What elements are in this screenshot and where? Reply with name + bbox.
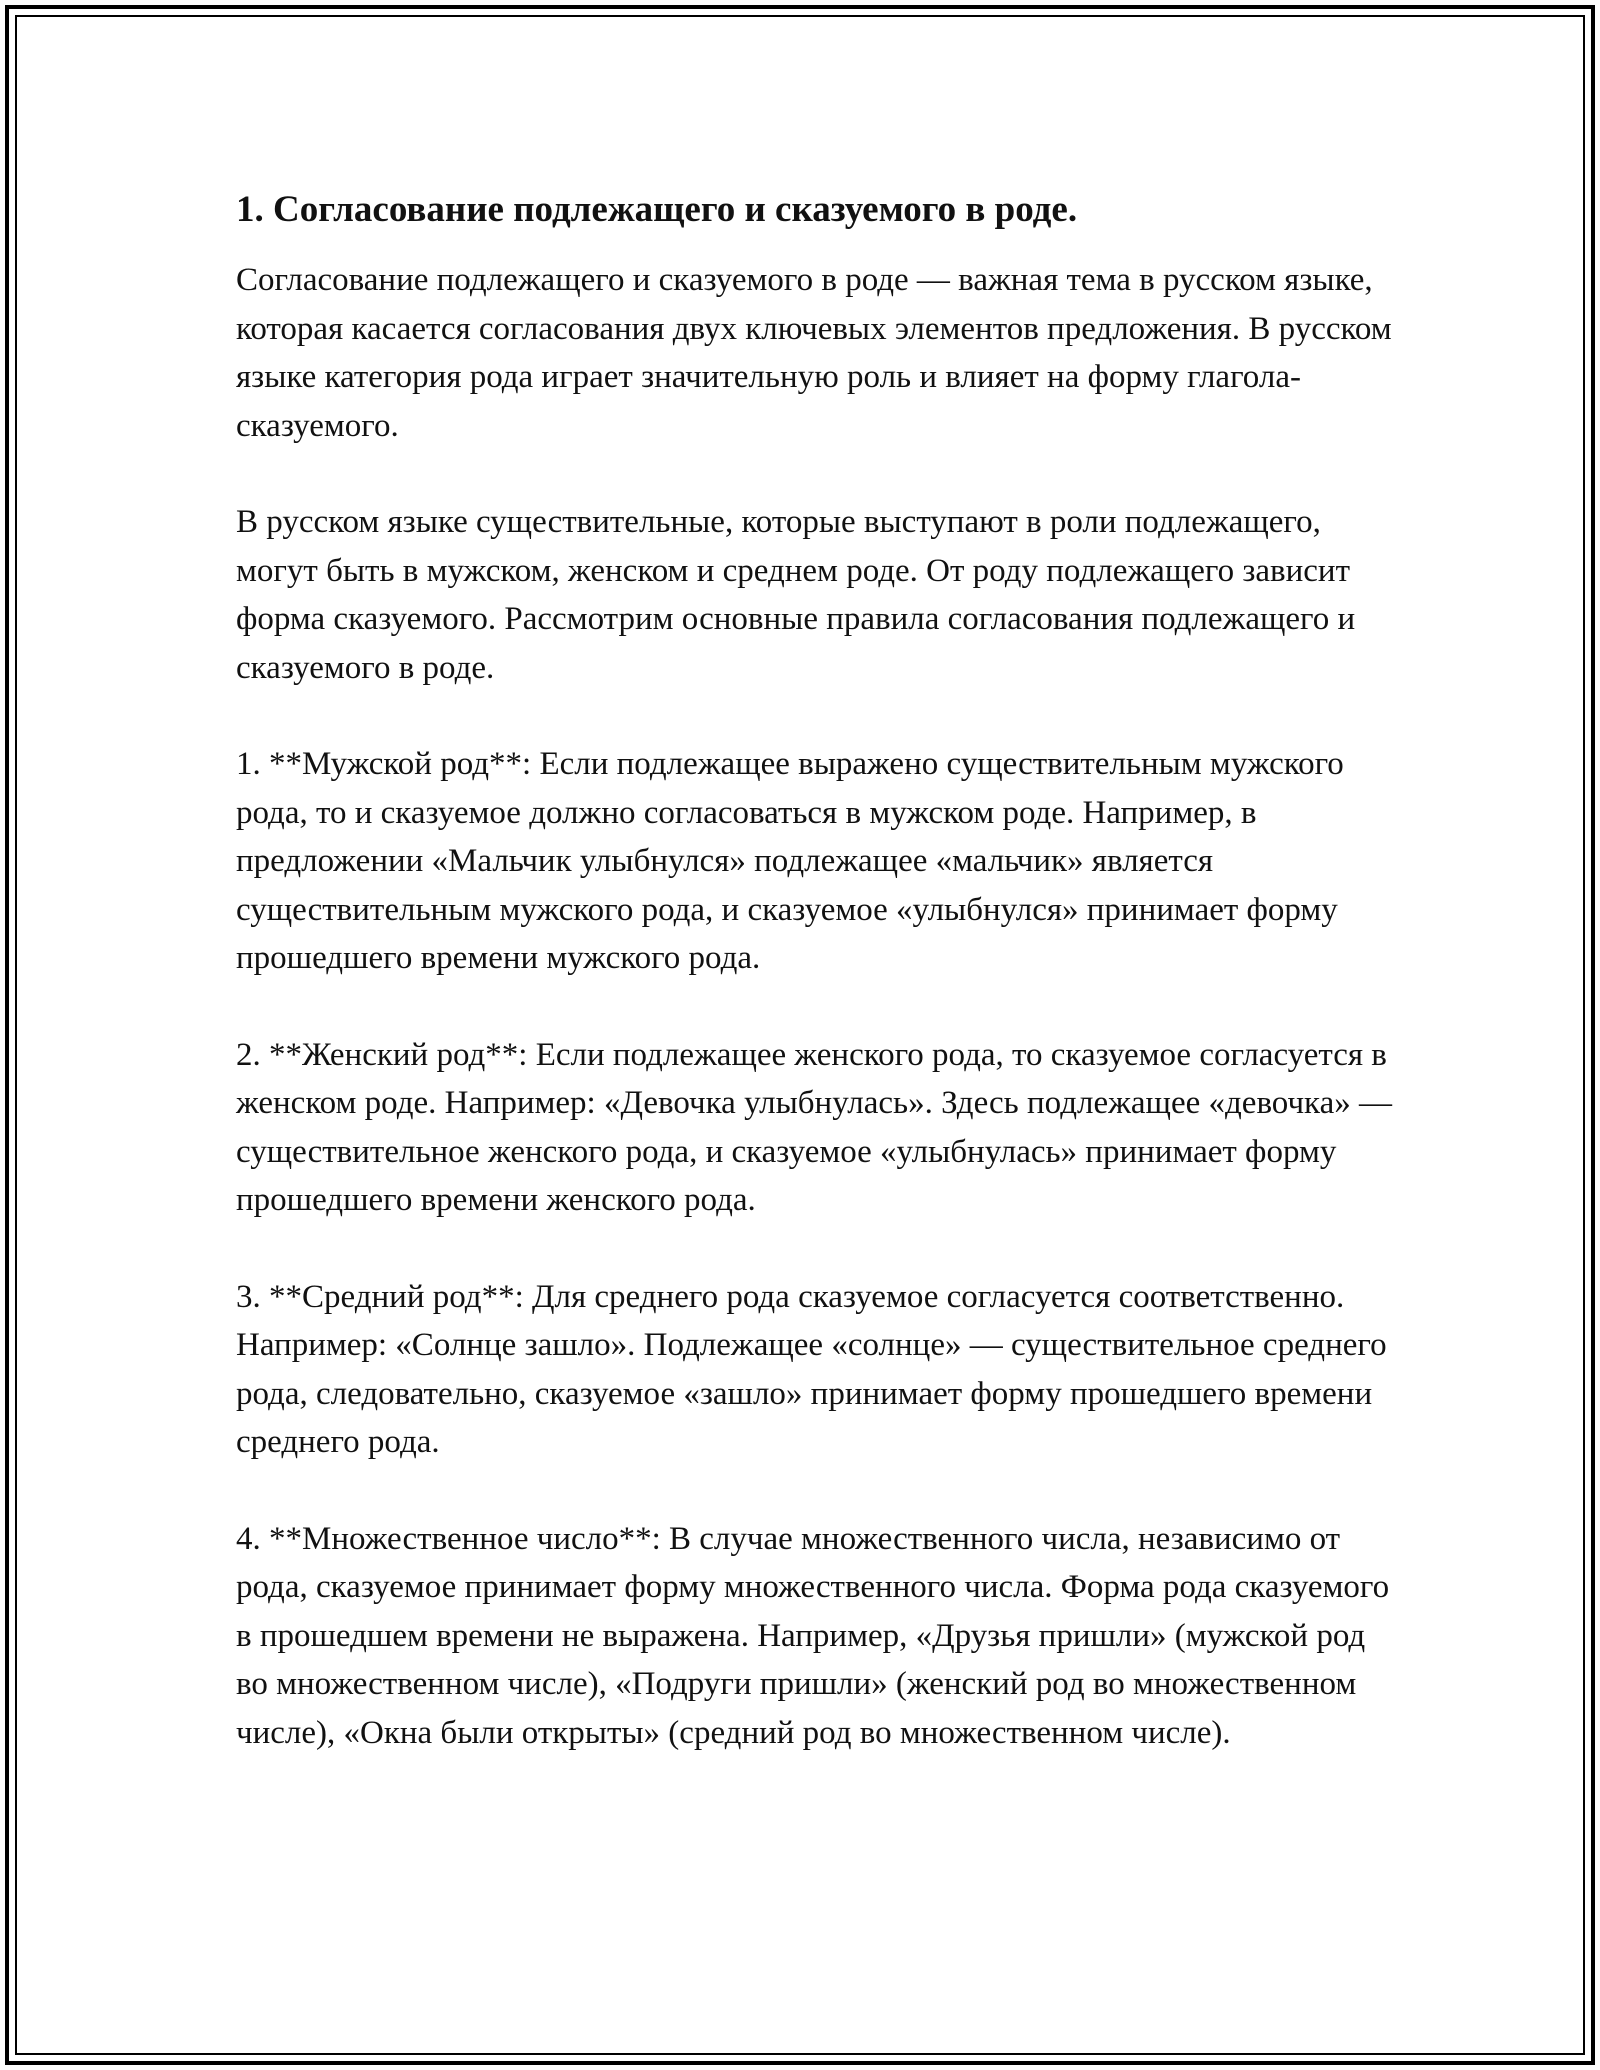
paragraph-intro: Согласование подлежащего и сказуемого в роде — важная тема в русском языке, которая касается согласования двух ключевых элементов предложения. В русском языке категория рода играет значительную роль и влияет на форму глагола-сказуемого. xyxy=(236,262,1392,444)
section-heading: 1. Согласование подлежащего и сказуемого в роде. xyxy=(236,189,1078,230)
paragraph-overview: В русском языке существительные, которые выступают в роли подлежащего, могут быть в мужском, женском и среднем роде. От роду подлежащего зависит форма сказуемого. Рассмотрим основные правила согласования подлежащего и сказуемого в роде. xyxy=(236,504,1356,686)
paragraph-neuter: 3. **Средний род**: Для среднего рода сказуемое согласуется соответственно. Например: «Солнце зашло». Подлежащее «солнце» — существительное среднего рода, следовательно, сказуемое «зашло» принимает форму прошедшего времени среднего рода. xyxy=(236,1278,1387,1460)
paragraph-masculine: 1. **Мужской род**: Если подлежащее выражено существительным мужского рода, то и сказуемое должно согласоваться в мужском роде. Например, в предложении «Мальчик улыбнулся» подлежащее «мальчик» является существительным мужского рода, и сказуемое «улыбнулся» принимает форму прошедшего времени мужского рода. xyxy=(236,746,1344,976)
paragraph-plural: 4. **Множественное число**: В случае множественного числа, независимо от рода, сказуемое принимает форму множественного числа. Форма рода сказуемого в прошедшем времени не выражена. Например, «Друзья пришли» (мужской род во множественном числе), «Подруги пришли» (женский род во множественном числе), «Окна были открыты» (средний род во множественном числе). xyxy=(236,1520,1390,1751)
paragraph-feminine: 2. **Женский род**: Если подлежащее женского рода, то сказуемое согласуется в женском роде. Например: «Девочка улыбнулась». Здесь подлежащее «девочка» — существительное женского рода, и сказуемое «улыбнулась» принимает форму прошедшего времени женского рода. xyxy=(236,1036,1392,1218)
document-body xyxy=(236,186,1396,1805)
